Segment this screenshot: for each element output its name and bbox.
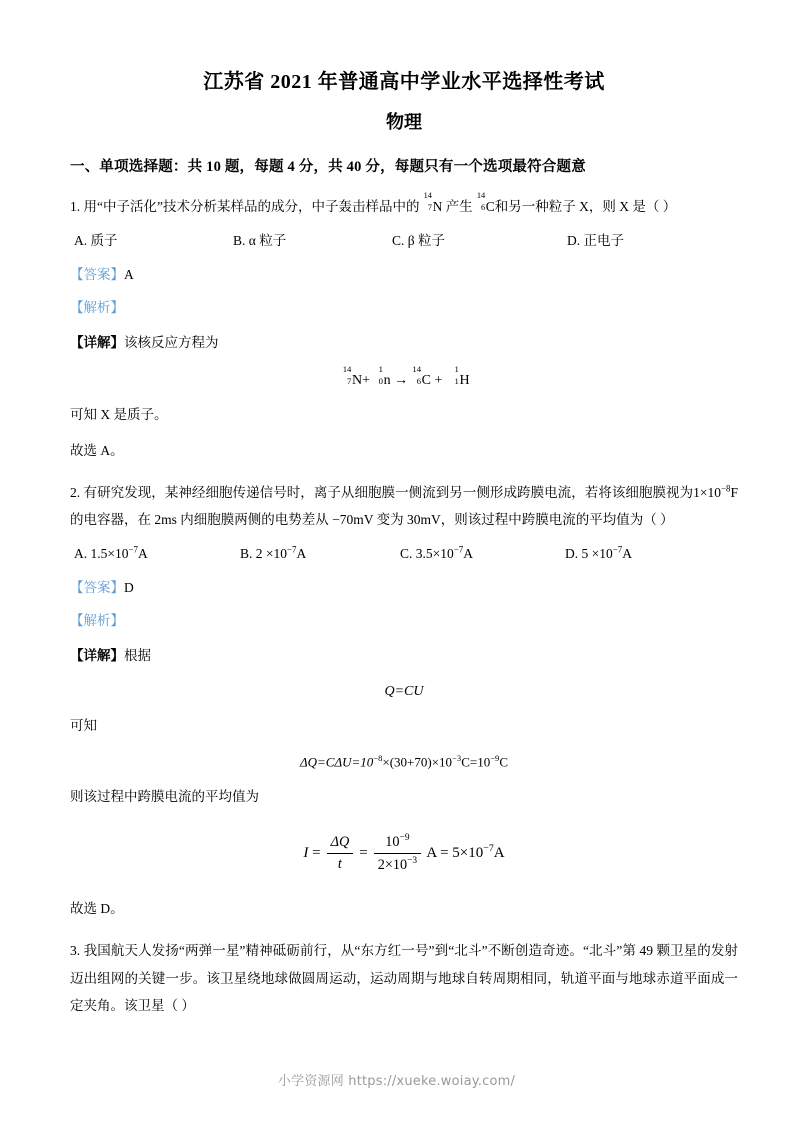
fraction-numeric: $\frac{10^{-9}}{2\times 10^{-3}}$ — [374, 832, 421, 875]
question-1-text-part2: 产生 — [445, 198, 473, 214]
question-2-lead-3: 则该过程中跨膜电流的平均值为 — [70, 788, 259, 804]
question-2-answer-value: D — [124, 579, 134, 595]
question-1-answer-line — [70, 261, 738, 288]
section-heading: 一、单项选择题：共 10 题，每题 4 分，共 40 分，每题只有一个选项最符合题意 — [70, 159, 586, 176]
question-1-analysis-line — [70, 294, 738, 321]
question-1-option-d[interactable]: D. 正电子 — [567, 232, 624, 248]
eq-isotope-c14: 14 6 — [412, 363, 422, 386]
question-1-detail-line — [70, 329, 738, 357]
isotope-carbon-symbol: C — [485, 198, 495, 214]
page-content — [70, 0, 738, 1020]
question-1-text-part1: 用“中子活化”技术分析某样品的成分，中子轰击样品中的 — [83, 198, 420, 214]
question-1-options — [70, 227, 738, 255]
question-1-option-b[interactable]: B. α 粒子 — [233, 232, 287, 248]
question-1-number: 1. — [70, 198, 81, 214]
question-1-nuclear-equation: 14 7 N+ 1 0 n → 14 6 C + 1 1 H — [70, 370, 738, 389]
site-watermark: 小学资源网 https://xueke.woiay.com/ — [277, 1074, 516, 1089]
question-1-option-a[interactable]: A. 质子 — [74, 232, 118, 248]
question-2-lead-2: 可知 — [70, 717, 97, 733]
question-2-option-c[interactable]: C. $3.5\times 10^{-7}A$ — [400, 544, 473, 561]
eq-isotope-n1: 1 0 — [378, 363, 383, 386]
question-2-text-line3: 为（ ） — [629, 512, 674, 528]
question-2-formula-current: I = $\frac{\Delta Q}{t}$ = $\frac{10^{-9}}{2\times 10^{-3}}$ $A = 5\times 10^{-7}A$ — [70, 832, 738, 875]
question-3-text-line3: 赤道平面成一定夹角。该卫星（ ） — [70, 970, 739, 1014]
question-1-answer-value: A — [124, 266, 134, 282]
detail-marker: 【详解】 — [70, 334, 124, 350]
subject-title: 物理 — [386, 112, 422, 132]
question-2-detail-line — [70, 642, 738, 670]
detail-marker: 【详解】 — [70, 647, 124, 663]
question-2-option-b[interactable]: B. $2 \times 10^{-7}A$ — [240, 544, 307, 561]
eq-isotope-n14: 14 7 — [342, 363, 352, 386]
reaction-arrow-icon: → — [394, 373, 409, 389]
question-2-formula-qcu: Q=CU — [384, 683, 424, 699]
isotope-nitrogen-symbol: N — [432, 198, 443, 214]
question-1-detail-lead: 该核反应方程为 — [124, 334, 219, 350]
eq-isotope-h1: 1 1 — [454, 363, 459, 386]
question-1-conclusion-1: 可知 X 是质子。 — [70, 407, 168, 423]
fraction-delta-q-over-t: $\frac{\Delta Q}{t}$ — [327, 833, 353, 874]
question-2-formula-delta-q: $\Delta Q=C\Delta U=10^{-8}\times(30+70)\times 10^{-3}C=10^{-9}C$ — [299, 753, 509, 770]
answer-marker: 【答案】 — [70, 266, 124, 282]
question-3-number: 3. — [70, 942, 81, 958]
isotope-carbon-14: 14 6 — [476, 191, 486, 212]
question-2-option-d[interactable]: D. $5 \times 10^{-7}A$ — [565, 544, 632, 561]
question-2-text-line2: F 的电容器，在 2ms 内细胞膜两侧的电势差从 −70mV 变为 30mV，则该过程中跨膜电流的平均值 — [70, 484, 738, 528]
question-2-number: 2. — [70, 484, 81, 500]
question-1-option-c[interactable]: C. β 粒子 — [392, 232, 446, 248]
question-2-options — [70, 540, 738, 568]
question-3-text-line1: 我国航天人发扬“两弹一星”精神砥砺前行，从“东方红一号”到“北斗”不断创造奇迹。“北斗”第 49 颗卫星 — [83, 942, 698, 958]
question-1-text-part3: 和另一种粒子 X，则 X 是（ ） — [494, 198, 677, 214]
page-title: 江苏省 2021 年普通高中学业水平选择性考试 — [203, 71, 605, 93]
question-2-capacitance-exp: −8 — [721, 483, 731, 494]
answer-marker: 【答案】 — [70, 579, 124, 595]
question-3-text-line2: 的发射迈出组网的关键一步。该卫星绕地球做圆周运动，运动周期与地球自转周期相同，轨道平面与地球 — [70, 942, 739, 986]
question-2-conclusion: 故选 D。 — [70, 901, 124, 917]
question-2-option-a[interactable]: A. $1.5\times 10^{-7}A$ — [74, 544, 148, 561]
analysis-marker: 【解析】 — [70, 299, 124, 315]
isotope-nitrogen-14: 14 7 — [423, 191, 432, 212]
question-3-stem — [70, 937, 738, 1020]
question-2-text-line1: 有研究发现，某神经细胞传递信号时，离子从细胞膜一侧流到另一侧形成跨膜电流，若将该细胞膜视为 — [83, 484, 694, 500]
question-2-capacitance-base: 1×10 — [693, 484, 721, 500]
analysis-marker: 【解析】 — [70, 612, 124, 628]
question-2-analysis-line — [70, 607, 738, 634]
question-2-stem — [70, 479, 738, 534]
question-1-stem — [70, 193, 738, 221]
question-1-conclusion-2: 故选 A。 — [70, 442, 124, 458]
question-2-detail-lead: 根据 — [124, 647, 151, 663]
question-2-answer-line — [70, 574, 738, 601]
